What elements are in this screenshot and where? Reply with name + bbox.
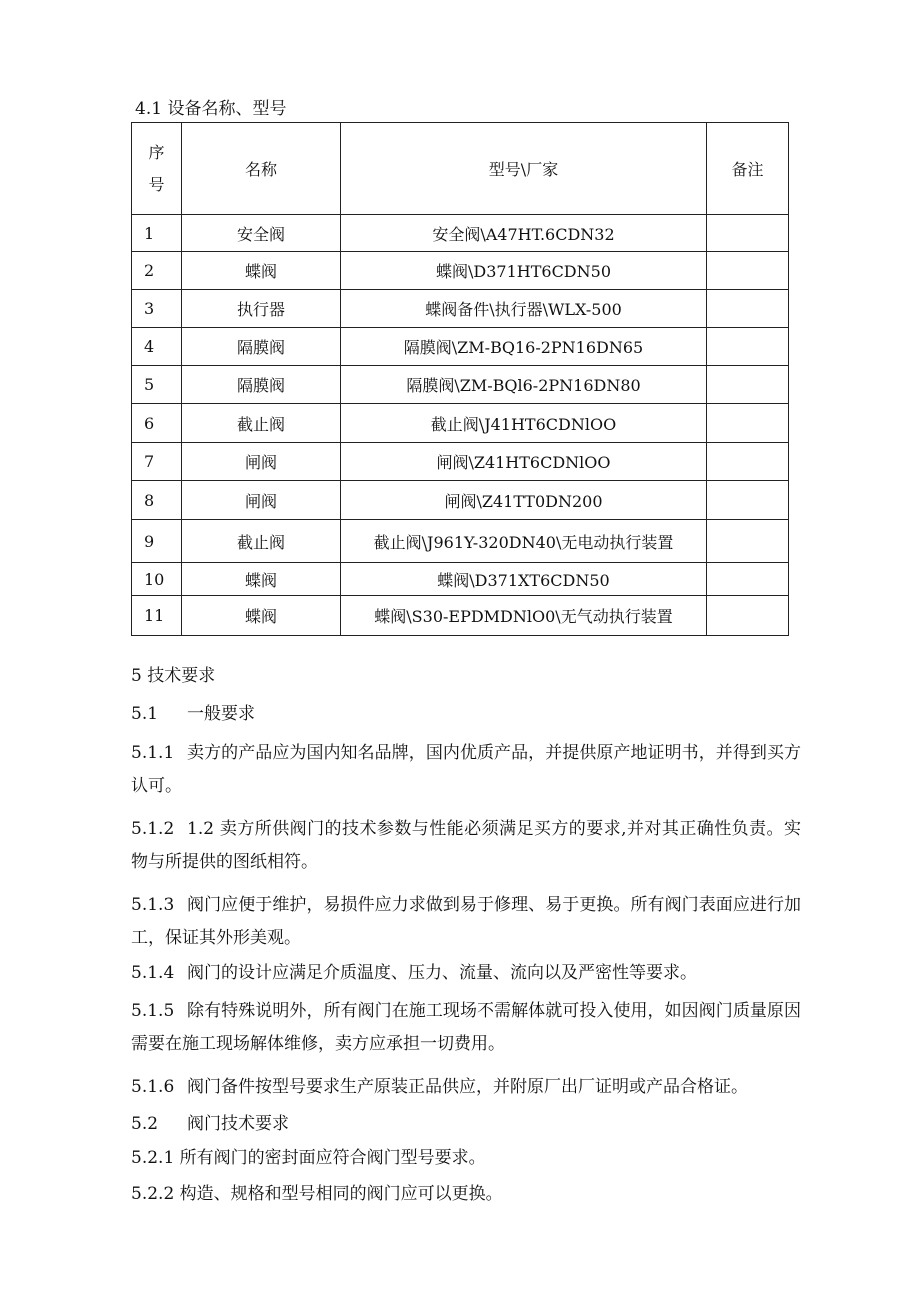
paragraph-number: 5.1.4: [131, 963, 175, 983]
section-5-2-num: 5.2: [131, 1114, 159, 1134]
row-no: 11: [132, 596, 182, 636]
row-note: [707, 520, 789, 563]
section-5-1-num: 5.1: [131, 704, 159, 724]
row-model: 闸阀\Z41HT6CDNlOO: [341, 443, 707, 481]
section-4-1-title: 4.1 设备名称、型号: [135, 99, 287, 119]
row-name: 闸阀: [182, 443, 341, 481]
table-row: [132, 215, 789, 252]
table-row: [132, 596, 789, 636]
paragraph-number: 5.1.2: [131, 819, 175, 839]
header-note: 备注: [707, 123, 789, 215]
row-model: 蝶阀\D371XT6CDN50: [341, 563, 707, 596]
row-name: 截止阀: [182, 404, 341, 443]
paragraph-number: 5.1.1: [131, 743, 175, 763]
row-name: 蝶阀: [182, 596, 341, 636]
row-no: 5: [132, 366, 182, 404]
paragraph-5-1-3: [131, 889, 801, 955]
equipment-table: [131, 122, 789, 636]
row-note: [707, 443, 789, 481]
row-no: 10: [132, 563, 182, 596]
paragraph-5-1-4: [131, 957, 801, 990]
row-model: 安全阀\A47HT.6CDN32: [341, 215, 707, 252]
paragraph-number: 5.1.6: [131, 1077, 175, 1097]
section-5-2-title: 阀门技术要求: [187, 1114, 289, 1134]
row-model: 闸阀\Z41TT0DN200: [341, 481, 707, 520]
row-note: [707, 366, 789, 404]
paragraph-text: 卖方的产品应为国内知名品牌，国内优质产品，并提供原产地证明书，并得到买方认可。: [131, 743, 801, 796]
table-row: [132, 404, 789, 443]
header-no-label: 序 号: [148, 142, 165, 194]
header-model: 型号\厂家: [341, 123, 707, 215]
paragraph-number: 5.2.1: [131, 1148, 175, 1168]
paragraph-5-2-1: [131, 1142, 801, 1175]
row-note: [707, 328, 789, 366]
row-no: 6: [132, 404, 182, 443]
row-name: 闸阀: [182, 481, 341, 520]
paragraph-text: 阀门的设计应满足介质温度、压力、流量、流向以及严密性等要求。: [187, 963, 697, 983]
row-model: 截止阀\J961Y-320DN40\无电动执行装置: [341, 520, 707, 563]
table-row: [132, 520, 789, 563]
paragraph-text: 阀门应便于维护，易损件应力求做到易于修理、易于更换。所有阀门表面应进行加工，保证其外形美观。: [131, 895, 801, 948]
paragraph-text: 1.2 卖方所供阀门的技术参数与性能必须满足买方的要求,并对其正确性负责。实物与所提供的图纸相符。: [131, 819, 801, 872]
header-name: 名称: [182, 123, 341, 215]
row-model: 截止阀\J41HT6CDNlOO: [341, 404, 707, 443]
table-row: [132, 328, 789, 366]
row-no: 4: [132, 328, 182, 366]
paragraph-number: 5.1.3: [131, 895, 175, 915]
header-no: [132, 123, 182, 215]
table-row: [132, 481, 789, 520]
row-note: [707, 563, 789, 596]
row-no: 1: [132, 215, 182, 252]
row-note: [707, 404, 789, 443]
section-5-1-title: 一般要求: [187, 704, 255, 724]
row-model: 蝶阀\D371HT6CDN50: [341, 252, 707, 290]
paragraph-5-2-2: [131, 1178, 801, 1211]
row-name: 隔膜阀: [182, 328, 341, 366]
row-name: 隔膜阀: [182, 366, 341, 404]
row-name: 截止阀: [182, 520, 341, 563]
row-name: 执行器: [182, 290, 341, 328]
row-note: [707, 290, 789, 328]
paragraph-5-1-2: [131, 813, 801, 879]
table-row: [132, 366, 789, 404]
row-name: 蝶阀: [182, 563, 341, 596]
section-5-2-heading: [131, 1108, 801, 1141]
paragraph-number: 5.2.2: [131, 1184, 175, 1204]
paragraph-text: 除有特殊说明外，所有阀门在施工现场不需解体就可投入使用，如因阀门质量原因需要在施工现场解体维修，卖方应承担一切费用。: [131, 1001, 801, 1054]
section-5-title: 5 技术要求: [131, 666, 216, 686]
paragraph-text: 阀门备件按型号要求生产原装正品供应，并附原厂出厂证明或产品合格证。: [187, 1077, 748, 1097]
paragraph-text: 所有阀门的密封面应符合阀门型号要求。: [179, 1148, 486, 1168]
table-row: [132, 563, 789, 596]
row-model: 隔膜阀\ZM-BQ16-2PN16DN65: [341, 328, 707, 366]
row-note: [707, 481, 789, 520]
row-no: 3: [132, 290, 182, 328]
table-row: [132, 290, 789, 328]
table-row: [132, 252, 789, 290]
section-5-1-heading: [131, 698, 801, 731]
row-model: 隔膜阀\ZM-BQl6-2PN16DN80: [341, 366, 707, 404]
row-model: 蝶阀\S30-EPDMDNlO0\无气动执行装置: [341, 596, 707, 636]
row-note: [707, 252, 789, 290]
row-note: [707, 215, 789, 252]
paragraph-5-1-1: [131, 737, 801, 803]
table-row: [132, 443, 789, 481]
paragraph-text: 构造、规格和型号相同的阀门应可以更换。: [179, 1184, 503, 1204]
row-model: 蝶阀备件\执行器\WLX-500: [341, 290, 707, 328]
row-name: 安全阀: [182, 215, 341, 252]
row-no: 7: [132, 443, 182, 481]
paragraph-5-1-5: [131, 995, 801, 1061]
paragraph-number: 5.1.5: [131, 1001, 175, 1021]
row-no: 8: [132, 481, 182, 520]
row-no: 2: [132, 252, 182, 290]
paragraph-5-1-6: [131, 1071, 801, 1104]
row-name: 蝶阀: [182, 252, 341, 290]
row-no: 9: [132, 520, 182, 563]
row-note: [707, 596, 789, 636]
table-header-row: [132, 123, 789, 215]
